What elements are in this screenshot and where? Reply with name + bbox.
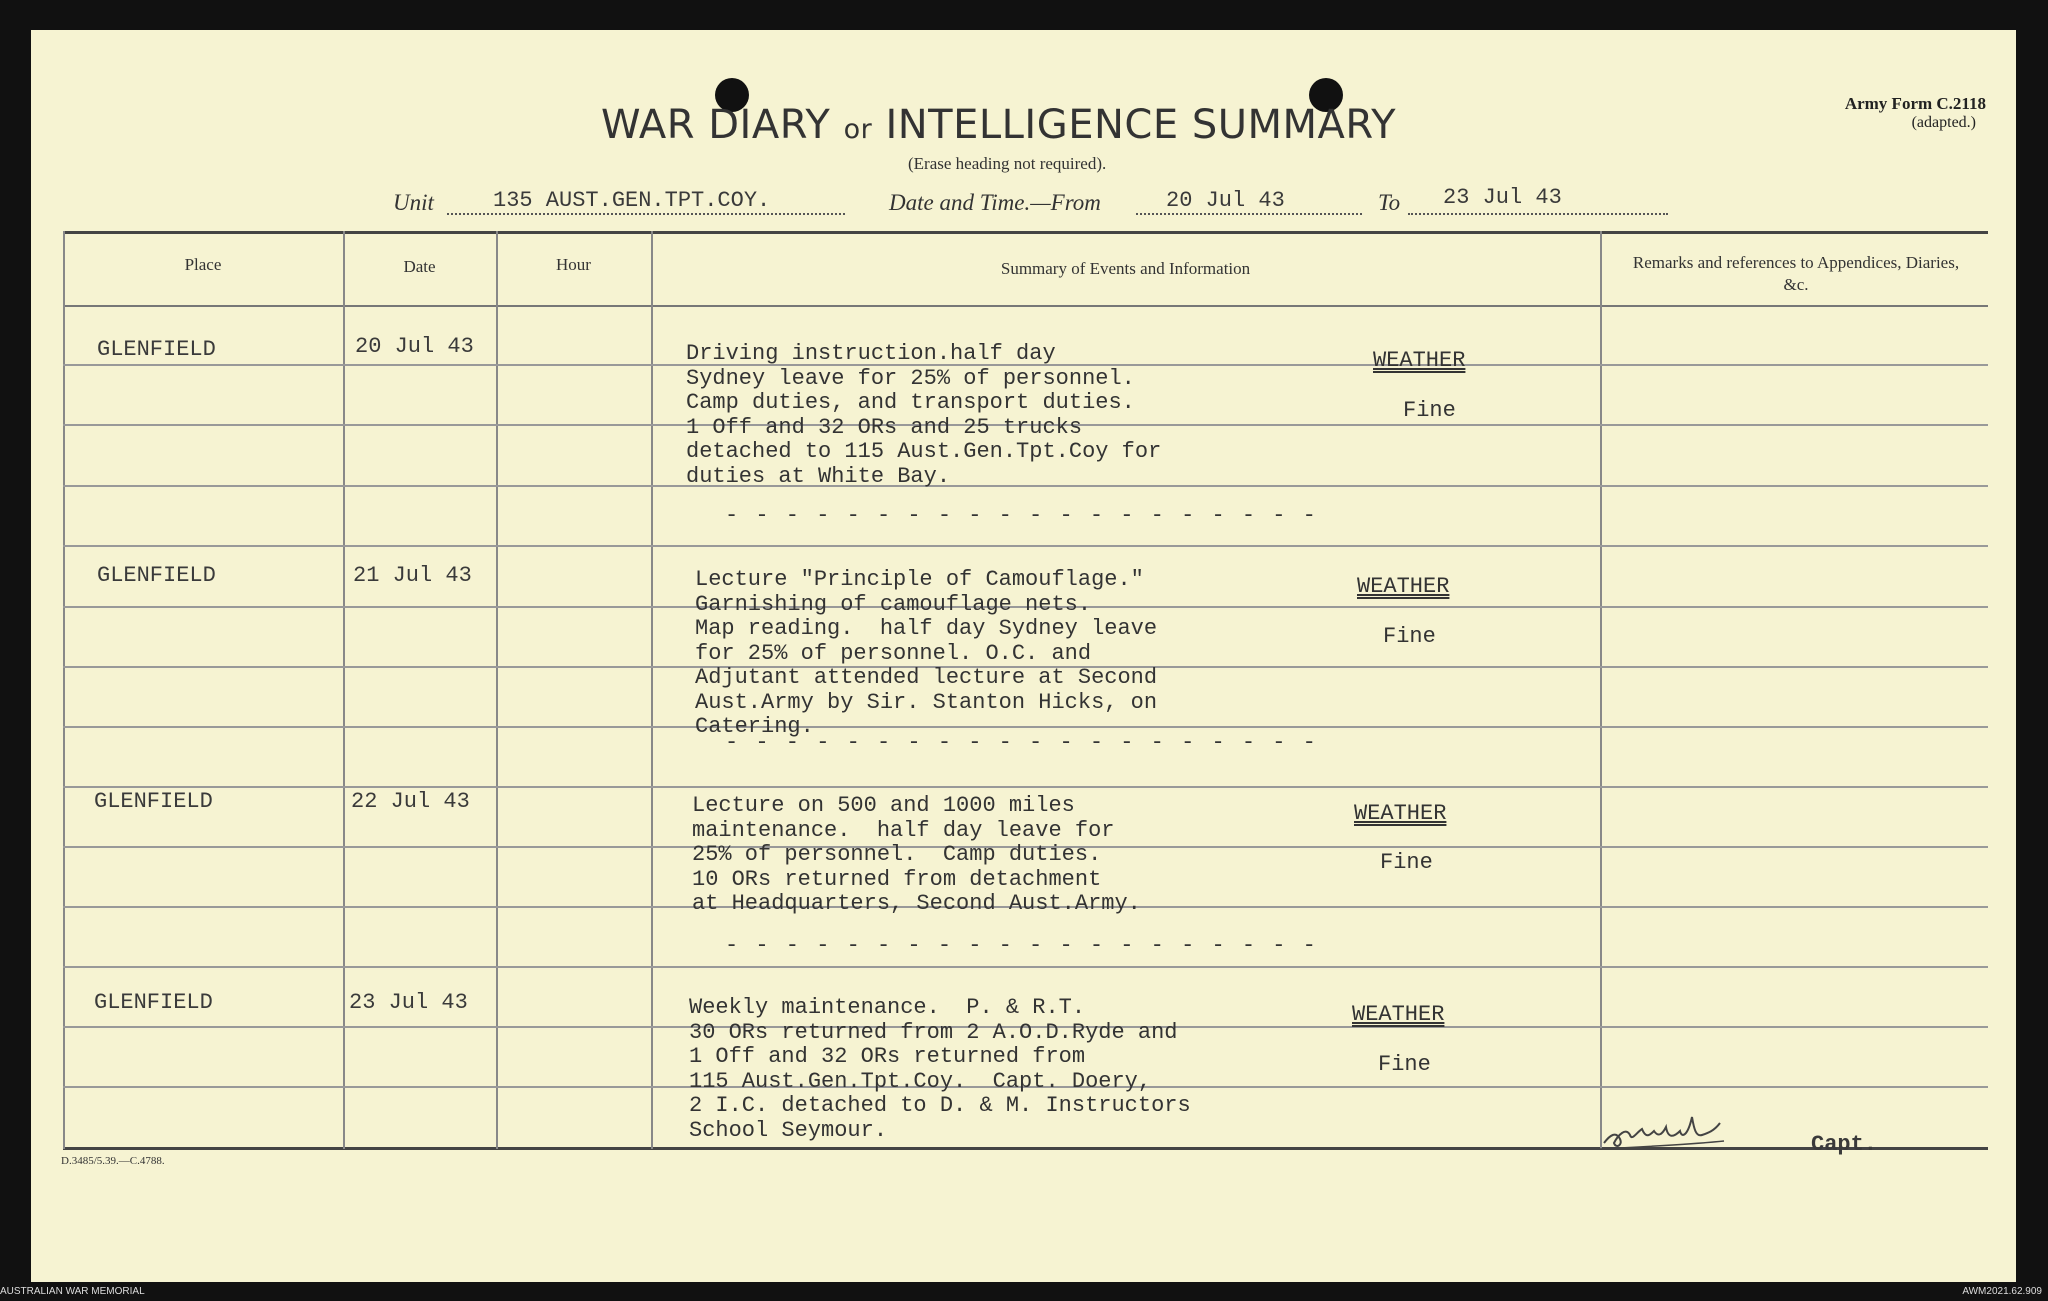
entry-date: 22 Jul 43 (351, 789, 470, 814)
entry-place: GLENFIELD (94, 789, 213, 814)
entry-weather-value: Fine (1380, 850, 1433, 875)
column-rule (1600, 231, 1602, 1149)
entry-weather-value: Fine (1383, 624, 1436, 649)
column-rule (343, 231, 345, 1149)
print-reference: D.3485/5.39.—C.4788. (61, 1155, 165, 1167)
column-header-summary: Summary of Events and Information (1000, 259, 1251, 278)
unit-label: Unit (393, 190, 434, 215)
entry-summary: Driving instruction.half day Sydney leave for 25% of personnel. Camp duties, and transport duties. 1 Off and 32 ORs and 25 trucks detached to 115 Aust.Gen.Tpt.Coy for duties at White Bay. (686, 341, 1162, 489)
column-header-place: Place (184, 255, 222, 274)
archive-caption-left: AUSTRALIAN WAR MEMORIAL (0, 1286, 145, 1297)
date-to-value: 23 Jul 43 (1443, 185, 1562, 210)
to-label: To (1378, 190, 1401, 215)
entry-summary: Weekly maintenance. P. & R.T. 30 ORs returned from 2 A.O.D.Ryde and 1 Off and 32 ORs returned from 115 Aust.Gen.Tpt.Coy. Capt. Doery, 2 I.C. detached to D. & M. Instructors School Seymour. (689, 995, 1191, 1143)
entry-separator: - - - - - - - - - - - - - - - - - - - - (725, 730, 1318, 755)
entry-summary: Lecture on 500 and 1000 miles maintenance. half day leave for 25% of personnel. Camp duties. 10 ORs returned from detachment at Headquarters, Second Aust.Army. (692, 793, 1141, 916)
entry-date: 23 Jul 43 (349, 990, 468, 1015)
entry-date: 21 Jul 43 (353, 563, 472, 588)
column-rule (63, 231, 65, 1149)
archive-caption-right: AWM2021.62.909 (1962, 1286, 2042, 1297)
date-time-label: Date and Time.—From (889, 190, 1101, 215)
war-diary-sheet (31, 30, 2016, 1282)
handwritten-signature (1596, 1105, 1746, 1155)
column-rule (496, 231, 498, 1149)
entry-weather-value: Fine (1403, 398, 1456, 423)
entry-weather-value: Fine (1378, 1052, 1431, 1077)
entry-separator: - - - - - - - - - - - - - - - - - - - - (725, 933, 1318, 958)
entry-place: GLENFIELD (97, 563, 216, 588)
entry-weather-label: WEATHER (1354, 801, 1447, 826)
column-header-remarks: Remarks and references to Appendices, Diaries, &c. (1632, 253, 1960, 294)
entry-place: GLENFIELD (97, 337, 216, 362)
header-bottom-rule (63, 305, 1988, 307)
table-top-rule (63, 231, 1988, 234)
ruled-line (63, 545, 1988, 547)
entry-weather-label: WEATHER (1373, 348, 1466, 373)
column-header-date: Date (403, 257, 436, 276)
entry-weather-label: WEATHER (1352, 1002, 1445, 1027)
form-reference: Army Form C.2118 (adapted.) (1844, 94, 1986, 131)
entry-date: 20 Jul 43 (355, 334, 474, 359)
date-from-dotted-line (1136, 213, 1362, 215)
date-to-dotted-line (1408, 213, 1668, 215)
ruled-line (63, 966, 1988, 968)
title-subtitle: (Erase heading not required). (908, 154, 1107, 173)
ruled-line (63, 786, 1988, 788)
entry-weather-label: WEATHER (1357, 574, 1450, 599)
unit-value: 135 AUST.GEN.TPT.COY. (493, 188, 771, 213)
column-header-hour: Hour (556, 255, 591, 274)
column-rule (651, 231, 653, 1149)
page-title: WAR DIARY or INTELLIGENCE SUMMARY (601, 102, 1397, 148)
entry-summary: Lecture "Principle of Camouflage." Garnishing of camouflage nets. Map reading. half day Sydney leave for 25% of personnel. O.C. and Adjutant attended lecture at Second Aust.Army by Sir. Stanton Hicks, on Catering. (695, 567, 1158, 739)
signature-rank: Capt. (1811, 1132, 1878, 1157)
entry-place: GLENFIELD (94, 990, 213, 1015)
date-from-value: 20 Jul 43 (1166, 188, 1285, 213)
unit-dotted-line (447, 213, 845, 215)
entry-separator: - - - - - - - - - - - - - - - - - - - - (725, 503, 1318, 528)
